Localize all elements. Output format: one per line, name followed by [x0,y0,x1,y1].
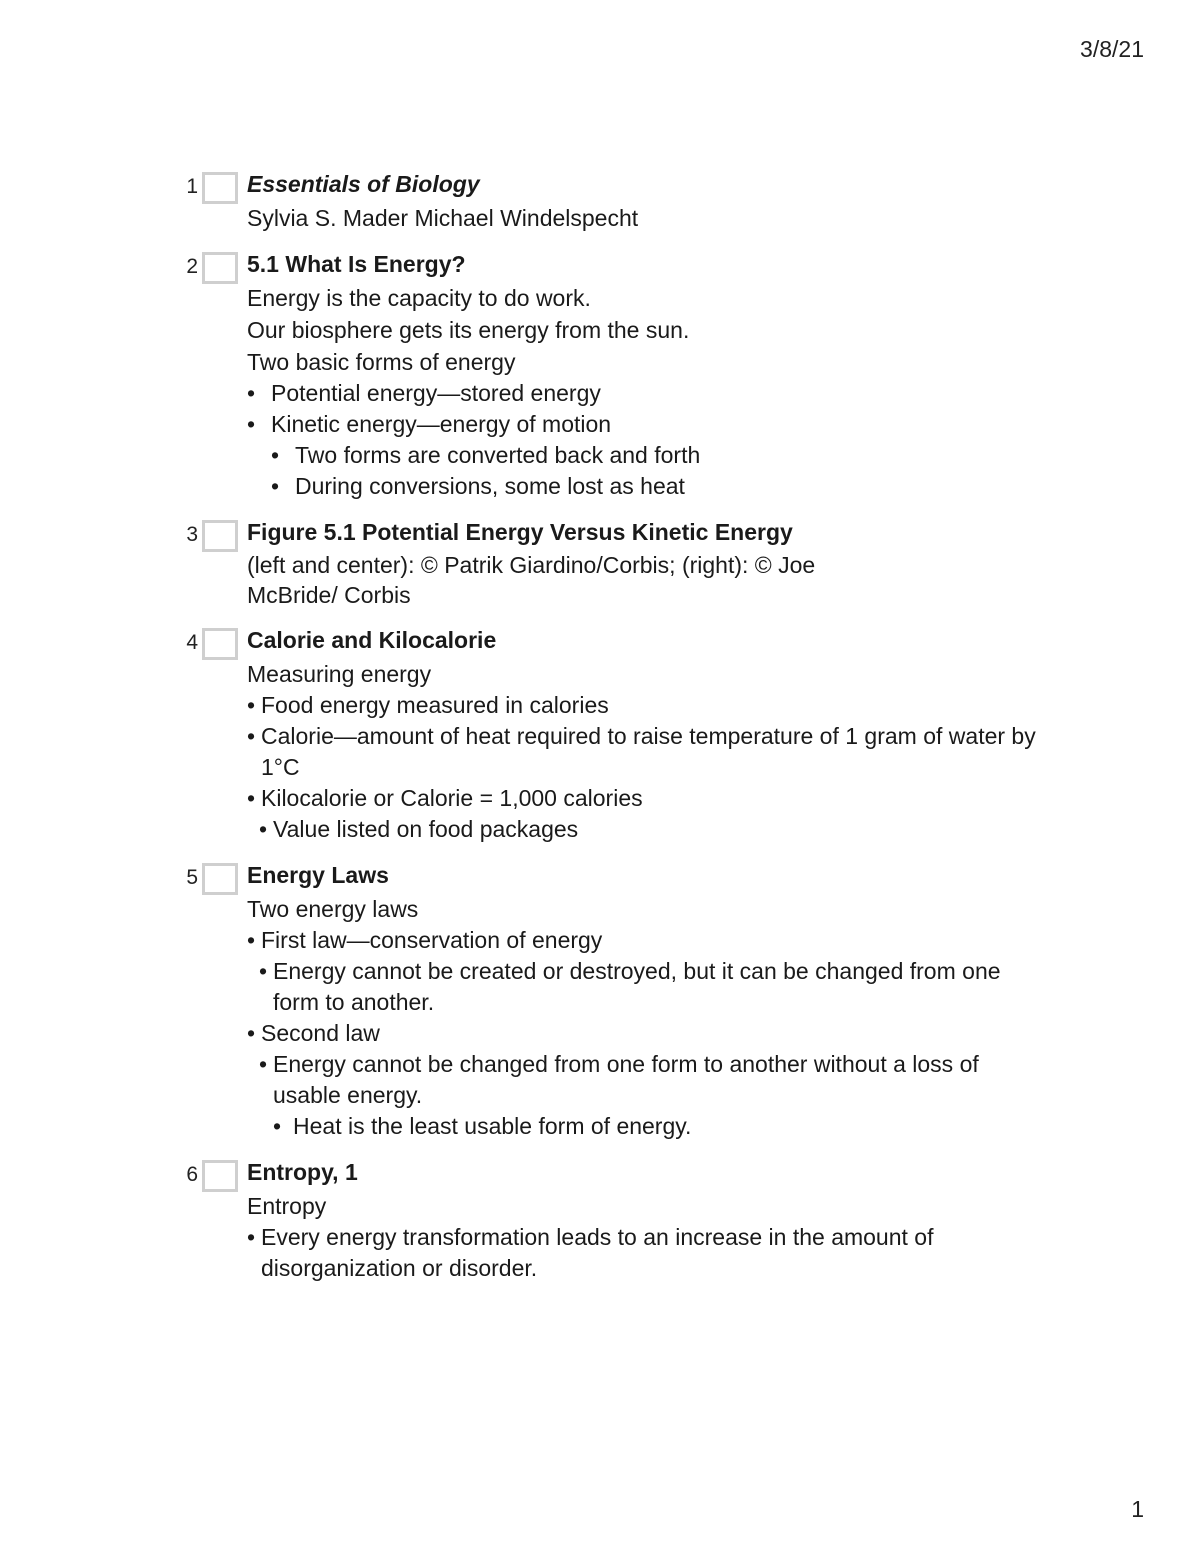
bullet-text: Second law [261,1020,380,1046]
slide-entry [0,624,1200,845]
bullet-item [247,925,1050,956]
slide-title: Entropy, 1 [247,1159,358,1185]
print-date: 3/8/21 [1080,36,1144,62]
bullet-text: Energy cannot be changed from one form to another without a loss of usable energy. [273,1051,979,1108]
bullet-item [247,409,1050,440]
bullet-icon: • [273,1113,282,1139]
slide-title: Figure 5.1 Potential Energy Versus Kinetic Energy [247,519,793,545]
slide-title: 5.1 What Is Energy? [247,251,466,277]
bullet-text: Every energy transformation leads to an increase in the amount of disorganization or disorder. [261,1224,934,1281]
slide-number: 6 [186,1163,198,1186]
bullet-text: Kinetic energy—energy of motion [271,411,612,437]
slide-line: Energy is the capacity to do work. [247,285,591,311]
slide-title: Energy Laws [247,862,389,888]
bullet-item [247,471,1050,502]
bullet-item [247,721,1050,783]
bullet-text: During conversions, some lost as heat [295,473,685,499]
slide-entry [0,248,1200,502]
bullet-icon: • [259,958,268,984]
bullet-item [247,690,1050,721]
slide-line: Our biosphere gets its energy from the sun. [247,317,690,343]
bullet-text: Value listed on food packages [273,816,579,842]
bullet-icon: • [247,380,256,406]
slide-thumbnail-placeholder [202,520,238,552]
bullet-icon: • [247,1224,256,1250]
slide-entry [0,168,1200,234]
slide-thumbnail-placeholder [202,172,238,204]
page-number: 1 [1131,1496,1144,1522]
bullet-item [247,1111,1050,1142]
slide-entry [0,1156,1200,1284]
slide-number: 3 [186,523,198,546]
bullet-icon: • [271,473,280,499]
slide-line: Sylvia S. Mader Michael Windelspecht [247,205,639,231]
bullet-icon: • [247,411,256,437]
slide-number: 1 [186,175,198,198]
slide-number: 2 [186,255,198,278]
slide-number: 5 [186,866,198,889]
bullet-icon: • [247,785,256,811]
slide-line: Two energy laws [247,896,419,922]
bullet-icon: • [271,442,280,468]
slide-entry [0,859,1200,1142]
bullet-icon: • [259,1051,268,1077]
slide-title: Calorie and Kilocalorie [247,627,497,653]
bullet-icon: • [247,927,256,953]
bullet-text: Potential energy—stored energy [271,380,601,406]
slide-thumbnail-placeholder [202,252,238,284]
bullet-item [247,1049,1050,1111]
bullet-icon: • [247,692,256,718]
bullet-item [247,1222,1050,1284]
bullet-item [247,440,1050,471]
bullet-text: Energy cannot be created or destroyed, but it can be changed from one form to another. [273,958,1001,1015]
slide-thumbnail-placeholder [202,628,238,660]
slide-line: Measuring energy [247,661,432,687]
bullet-text: Calorie—amount of heat required to raise temperature of 1 gram of water by 1°C [261,723,1036,780]
slide-number: 4 [186,631,198,654]
bullet-item [247,1018,1050,1049]
slide-thumbnail-placeholder [202,1160,238,1192]
bullet-item [247,378,1050,409]
bullet-icon: • [259,816,268,842]
slide-thumbnail-placeholder [202,863,238,895]
slide-notes-list [0,168,1200,1298]
slide-line: (left and center): © Patrik Giardino/Corbis; (right): © Joe McBride/ Corbis [247,552,816,608]
bullet-text: Heat is the least usable form of energy. [293,1113,692,1139]
bullet-item [247,783,1050,814]
bullet-text: Two forms are converted back and forth [295,442,701,468]
slide-title: Essentials of Biology [247,171,480,197]
bullet-text: Food energy measured in calories [261,692,609,718]
bullet-item [247,956,1050,1018]
slide-entry [0,516,1200,610]
bullet-text: Kilocalorie or Calorie = 1,000 calories [261,785,643,811]
bullet-text: First law—conservation of energy [261,927,603,953]
bullet-icon: • [247,723,256,749]
slide-line: Entropy [247,1193,327,1219]
bullet-item [247,814,1050,845]
slide-line: Two basic forms of energy [247,349,516,375]
bullet-icon: • [247,1020,256,1046]
